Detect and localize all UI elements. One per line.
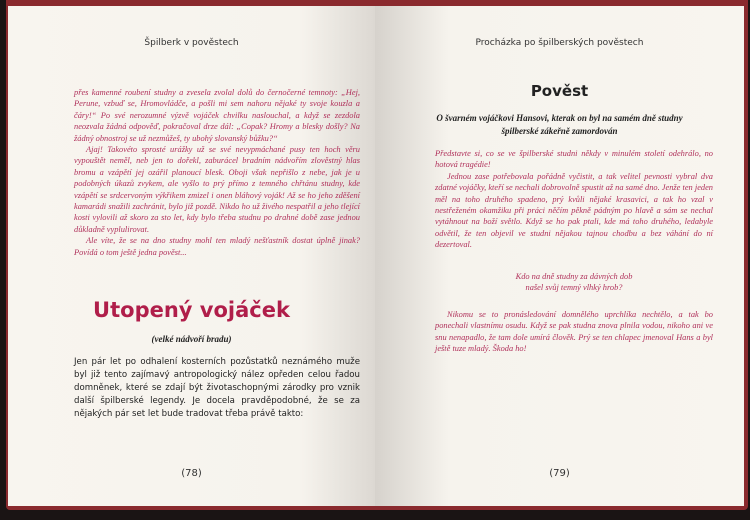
subtitle-line-1: O švarném vojáčkovi Hansovi, kterak on byl na samém dně studny [436,113,683,123]
chapter-title-left: Utopený vojáček [93,298,290,322]
closing-paragraph: Nikomu se to pronásledování domnělého uprchlíka nechtělo, a tak bo ponechali vlastnímu osudu. Když se pak studna znova plnila vodou, nikoho ani ve snu nenapadlo, že tam dole umírá člověk. Prý se ten chlapec jmenoval Hans a byl ještě tuze mladý. Škoda ho! [435,310,713,354]
chapter-subtitle-right [375,112,744,138]
closing-text [435,309,713,355]
story-paragraph-1: Představte si, co se ve špilberské studni někdy v minulém století odehrálo, no hotová tragédie! [435,149,713,170]
body-text-left: Jen pár let po odhalení kosterních pozůstatků neznámého muže byl již tento zajímavý antropologický nález opředen celou řadou domněnek, které se zdají být životaschopnými zárodky pro vznik další špilberské legendy. Je docela pravděpodobné, že se za nějakých pár set let bude tradovat třeba právě takto: [74,357,360,419]
running-head-left: Špilberk v pověstech [144,38,239,48]
chapter-subtitle-left: (velké nádvoří bradu) [151,334,232,344]
page-number-right: (79) [549,468,570,479]
intro-paragraph-2: Ajaj! Takovéto sprosté urážky už se své nevypmáchané pusy ten hoch věru vypouštět neměl, neb jen to dořekl, zaburácel bradním nádvořím zlověstný hlas bromu a vzápětí jej ozářil planoucí blesk. Oboji však nepřišlo z nebe, jak je u podobných úkazů zvykem, ale vyšlo to prý přímo z temného chřtánu studny, kde vzápětí se srdcervoným výkřikem zmizel i onen bláhový voják! Až se ho jeho zděšení kamarádi snažili zachránit, bylo již pozdě. Nikdo ho už živého nespatřil a jeho tlející kosti vylovili až skoro za sto let, kdy bylo třeba studnu po drahné době zase jednou důkladně vyplulirovat. [74,145,360,234]
page-number-left: (78) [181,468,202,479]
right-page [375,6,744,506]
subtitle-line-2: špilberské zákeřně zamordován [501,126,618,136]
book-cover-edge [6,0,748,510]
left-page [8,6,375,506]
intro-text [74,87,360,258]
story-paragraph-2: Jednou zase potřebovala pořádně vyčistit, a tak velitel pevnosti vybral dva zdatné vojáčky, kteří se nechali dobrovolně spustit až na samé dno. Jenže ten jeden měl na toho druhého spadeno, prý kvůli nějaké krasavici, a tak ho vzal v nestřeženém okamžiku při práci něčím pěkně pádným po hlavě a sám se nechal vytáhnout na boží světlo. Když se ho pak ptali, kde má toho druhého, ledabyle odvětil, že ten objevil ve studni nějakou tajnou chodbu a bez váhání do ní dezertoval. [435,171,713,250]
intro-paragraph-3: Ale víte, že se na dno studny mohl ten mladý nešťastník dostat úplně jinak? Povídá o tom ještě jedna pověst... [74,236,360,257]
running-head-right: Procházka po špilberských pověstech [475,38,644,48]
verse-line-2: našel svůj temný vlhký hrob? [525,283,623,293]
intro-paragraph-1: přes kamenné roubení studny a zvesela zvolal dolů do černočerné temnoty: „Hej, Perune, vzbuď se, Hromovládče, a pošli mi sem nahoru nějaké ty svoje kouzla a čáry!“ Po své nerozumné výzvě vojáček chvilku naslouchal, a když se zezdola neozvala žádná odpověď, pokračoval drze dál: „Copak? Hromy a blesky došly? Na žádný obnostroj se už nezmůžeš, ty ubohý slovanský bůžku?“ [74,88,360,143]
verse-line-1: Kdo na dně studny za dávných dob [515,272,633,281]
story-text [435,148,713,251]
verse [435,271,713,294]
chapter-title-right: Pověst [530,82,589,100]
